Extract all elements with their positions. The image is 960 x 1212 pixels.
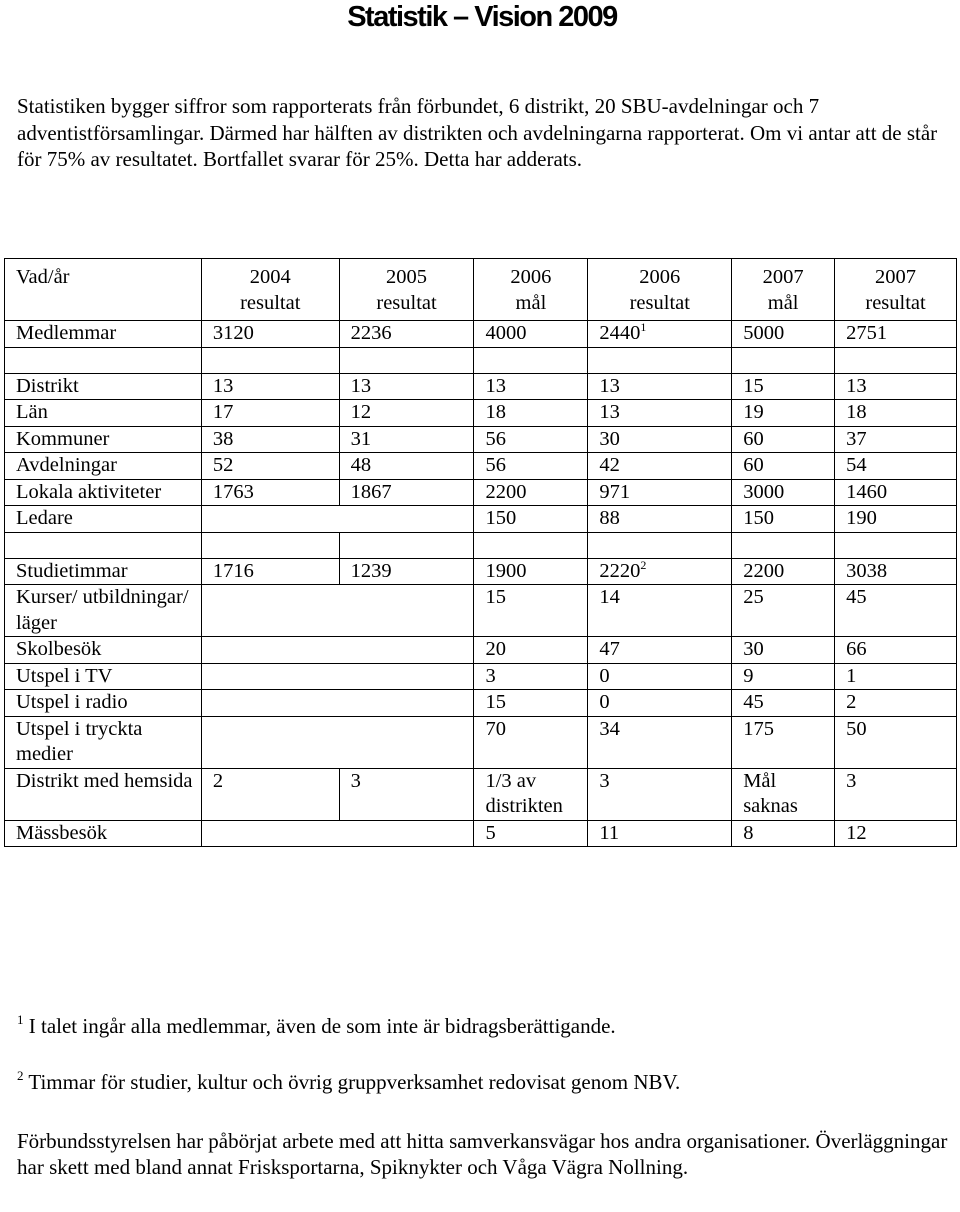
cell-value: 8 (743, 821, 754, 844)
spacer-cell (201, 532, 339, 558)
spacer-cell (835, 532, 957, 558)
cell-value: 12 (846, 821, 867, 844)
table-cell (474, 426, 588, 453)
table-cell (732, 585, 835, 637)
page-title: Statistik – Vision 2009 (347, 1, 617, 33)
cell-value: 50 (846, 717, 867, 740)
cell-value: 31 (350, 427, 372, 450)
cell-value: 1716 (212, 559, 254, 582)
cell-value: 37 (846, 427, 867, 450)
cell-value: 1 (846, 664, 857, 687)
cell-value: 54 (846, 454, 867, 476)
cell-value: 11 (599, 821, 620, 844)
row-label: Medlemmar (5, 321, 202, 348)
cell-value: 15 (743, 374, 764, 397)
cell-value: 56 (485, 427, 506, 450)
cell-value: 30 (599, 427, 620, 450)
empty-cell (201, 506, 474, 533)
spacer-cell (588, 532, 732, 558)
column-year: 2004 (249, 266, 291, 288)
spacer-cell (474, 347, 588, 373)
column-year: 2006 (510, 266, 552, 288)
table-cell (339, 426, 474, 453)
column-header (474, 259, 588, 321)
table-cell (835, 400, 957, 427)
cell-value: 66 (846, 638, 867, 660)
empty-cell (201, 663, 474, 690)
cell-value: 1460 (846, 480, 888, 503)
table-cell (732, 373, 835, 400)
cell-value: 70 (485, 717, 506, 740)
table-cell (474, 479, 588, 506)
table-cell (835, 453, 957, 480)
table-cell (732, 690, 835, 717)
cell-value: 2200 (485, 480, 527, 503)
cell-value: 2 (846, 691, 857, 713)
cell-value: 13 (599, 401, 620, 423)
table-cell (201, 558, 339, 585)
table-cell (339, 400, 474, 427)
table-cell (339, 768, 474, 820)
table-cell (835, 768, 957, 820)
table-cell (474, 506, 588, 533)
table-cell (732, 479, 835, 506)
row-label: Lokala aktiviteter (5, 479, 202, 506)
table-cell (732, 558, 835, 585)
spacer-cell (732, 347, 835, 373)
cell-value: 2200 (743, 559, 785, 582)
table-cell (588, 400, 732, 427)
cell-value: 88 (599, 507, 620, 529)
cell-value: 18 (485, 401, 506, 423)
cell-value: 3 (485, 664, 496, 687)
footnote-ref: 1 (640, 320, 647, 334)
table-cell (474, 716, 588, 768)
footnote-mark: 2 (17, 1068, 24, 1083)
spacer-cell (339, 347, 474, 373)
table-cell (339, 558, 474, 585)
column-subtitle: resultat (376, 291, 437, 314)
cell-value: 2236 (350, 322, 392, 344)
table-row (5, 426, 957, 453)
table-cell (588, 558, 732, 585)
table-row (5, 637, 957, 664)
table-cell (732, 637, 835, 664)
table-row (5, 768, 957, 820)
table-cell (732, 820, 835, 847)
cell-value: 1/3 av distrikten (485, 769, 563, 817)
table-row (5, 663, 957, 690)
cell-value: 34 (599, 717, 620, 740)
cell-value: 45 (743, 691, 764, 713)
cell-value: 14 (599, 586, 620, 608)
table-cell (732, 400, 835, 427)
column-year: 2005 (386, 266, 428, 288)
table-row (5, 506, 957, 533)
column-subtitle: mål (767, 291, 799, 314)
cell-value: 42 (599, 454, 620, 476)
table-cell (201, 479, 339, 506)
table-cell (835, 479, 957, 506)
table-row (5, 373, 957, 400)
row-label: Kommuner (5, 426, 202, 453)
row-label: Utspel i TV (5, 663, 202, 690)
row-label: Län (5, 400, 202, 427)
cell-value: 1239 (350, 559, 392, 582)
cell-value: 3 (350, 769, 361, 792)
row-label: Utspel i radio (5, 690, 202, 717)
cell-value: 5000 (743, 322, 785, 344)
cell-value: 3 (846, 769, 857, 792)
table-row (5, 716, 957, 768)
spacer-cell (339, 532, 474, 558)
header-corner: Vad/år (5, 259, 202, 321)
column-year: 2007 (875, 266, 917, 288)
cell-value: 150 (743, 507, 774, 529)
cell-value: 60 (743, 454, 764, 476)
cell-value: 5 (485, 821, 496, 844)
cell-value: 13 (846, 374, 867, 397)
row-label: Studietimmar (5, 558, 202, 585)
table-cell (201, 400, 339, 427)
cell-value: 30 (743, 638, 764, 660)
cell-value: 3120 (212, 322, 254, 344)
cell-value: 150 (485, 507, 517, 529)
table-cell (835, 321, 957, 348)
table-cell (474, 585, 588, 637)
table-cell (474, 400, 588, 427)
empty-cell (201, 585, 474, 637)
spacer-cell (5, 347, 202, 373)
table-cell (835, 506, 957, 533)
cell-value: 20 (485, 638, 506, 660)
cell-value: 13 (485, 374, 506, 397)
row-label: Kurser/ utbildningar/ läger (5, 585, 202, 637)
row-label: Distrikt med hemsida (5, 768, 202, 820)
table-cell (732, 321, 835, 348)
cell-value: 47 (599, 638, 620, 660)
table-cell (588, 506, 732, 533)
cell-value: 4000 (485, 322, 527, 344)
table-cell (474, 637, 588, 664)
table-cell (588, 426, 732, 453)
empty-cell (201, 637, 474, 664)
table-cell (835, 585, 957, 637)
row-label: Utspel i tryckta medier (5, 716, 202, 768)
spacer-cell (474, 532, 588, 558)
column-header (201, 259, 339, 321)
column-header (588, 259, 732, 321)
table-cell (732, 426, 835, 453)
table-cell (588, 716, 732, 768)
column-subtitle: resultat (240, 291, 301, 314)
table-cell (201, 768, 339, 820)
cell-value: 18 (846, 401, 867, 423)
table-row (5, 400, 957, 427)
row-label: Skolbesök (5, 637, 202, 664)
row-label: Distrikt (5, 373, 202, 400)
table-cell (474, 690, 588, 717)
table-cell (835, 373, 957, 400)
table-cell (474, 321, 588, 348)
table-row (5, 453, 957, 480)
cell-value: 1867 (350, 480, 392, 503)
cell-value: 56 (485, 454, 506, 476)
cell-value: 971 (599, 480, 631, 503)
table-cell (588, 637, 732, 664)
table-cell (474, 453, 588, 480)
table-row (5, 558, 957, 585)
table-cell (201, 321, 339, 348)
cell-value: 60 (743, 427, 764, 450)
cell-value: 19 (743, 401, 764, 423)
table-cell (588, 479, 732, 506)
table-cell (588, 585, 732, 637)
empty-cell (201, 820, 474, 847)
table-row (5, 479, 957, 506)
table-cell (339, 321, 474, 348)
table-cell (588, 690, 732, 717)
table-cell (339, 373, 474, 400)
cell-value: 9 (743, 664, 754, 687)
table-cell (835, 716, 957, 768)
footnote-text: Timmar för studier, kultur och övrig gruppverksamhet redovisat genom NBV. (28, 1070, 681, 1094)
cell-value: 13 (350, 374, 372, 397)
table-cell (474, 663, 588, 690)
table-row (5, 690, 957, 717)
cell-value: 190 (846, 507, 877, 529)
column-header (835, 259, 957, 321)
table-cell (339, 479, 474, 506)
spacer-row (5, 532, 957, 558)
footnote-mark: 1 (17, 1012, 24, 1027)
cell-value: 38 (212, 427, 234, 450)
footnote-2 (17, 1069, 952, 1095)
cell-value: 17 (212, 401, 234, 423)
cell-value: 15 (485, 691, 506, 713)
table-cell (474, 820, 588, 847)
cell-value: 52 (212, 454, 234, 476)
table-cell (201, 426, 339, 453)
table-cell (835, 637, 957, 664)
table-cell (588, 373, 732, 400)
cell-value: 12 (350, 401, 372, 423)
table-cell (588, 453, 732, 480)
table-cell (835, 558, 957, 585)
table-cell (732, 716, 835, 768)
spacer-cell (201, 347, 339, 373)
empty-cell (201, 690, 474, 717)
cell-value: 3000 (743, 480, 785, 503)
cell-value: 3 (599, 769, 610, 792)
cell-value: 15 (485, 586, 506, 608)
table-cell (474, 373, 588, 400)
table-cell (339, 453, 474, 480)
column-year: 2007 (762, 266, 804, 288)
spacer-cell (5, 532, 202, 558)
table-cell (474, 768, 588, 820)
closing-paragraph: Förbundsstyrelsen har påbörjat arbete med att hitta samverkansvägar hos andra organisationer. Överläggningar har skett med bland annat Frisksportarna, Spiknykter och Våga Vägra Nollning. (17, 1129, 948, 1179)
column-header (339, 259, 474, 321)
intro-paragraph: Statistiken bygger siffror som rapporterats från förbundet, 6 distrikt, 20 SBU-avdelningar och 7 adventistförsamlingar. Därmed har hälften av distrikten och avdelningarna rapporterat. Om vi antar att de står för 75% av resultatet. Bortfallet svarar för 25%. Detta har adderats. (17, 94, 938, 171)
table-cell (835, 426, 957, 453)
cell-value: 1763 (212, 480, 254, 503)
cell-value: 2220 (599, 559, 641, 582)
column-year: 2006 (639, 266, 681, 288)
table-cell (201, 373, 339, 400)
table-cell (588, 768, 732, 820)
table-cell (835, 663, 957, 690)
cell-value: 2751 (846, 322, 888, 344)
footnote-ref: 2 (640, 557, 647, 572)
table-cell (732, 506, 835, 533)
table-header-row (5, 259, 957, 321)
cell-value: 13 (212, 374, 234, 397)
row-label: Ledare (5, 506, 202, 533)
cell-value: 0 (599, 691, 610, 713)
table-cell (588, 663, 732, 690)
footnote-text: I talet ingår alla medlemmar, även de som inte är bidragsberättigande. (28, 1014, 616, 1038)
cell-value: 13 (599, 374, 620, 397)
cell-value: 0 (599, 664, 610, 687)
cell-value: 25 (743, 586, 764, 608)
table-row (5, 585, 957, 637)
table-cell (588, 820, 732, 847)
row-label: Avdelningar (5, 453, 202, 480)
column-subtitle: mål (515, 291, 547, 314)
table-row (5, 321, 957, 348)
cell-value: Mål saknas (743, 769, 798, 817)
column-header (732, 259, 835, 321)
column-subtitle: resultat (629, 291, 690, 314)
spacer-row (5, 347, 957, 373)
table-cell (835, 690, 957, 717)
table-cell (474, 558, 588, 585)
column-subtitle: resultat (865, 291, 926, 314)
spacer-cell (835, 347, 957, 373)
row-label: Mässbesök (5, 820, 202, 847)
table-cell (588, 321, 732, 348)
spacer-cell (732, 532, 835, 558)
cell-value: 48 (350, 454, 372, 476)
footnote-1 (17, 1013, 952, 1039)
table-cell (732, 768, 835, 820)
cell-value: 45 (846, 586, 867, 608)
cell-value: 2440 (599, 322, 641, 344)
spacer-cell (588, 347, 732, 373)
table-cell (732, 663, 835, 690)
statistics-table (4, 258, 957, 847)
cell-value: 2 (212, 769, 224, 792)
cell-value: 3038 (846, 559, 888, 582)
empty-cell (201, 716, 474, 768)
table-cell (201, 453, 339, 480)
table-cell (835, 820, 957, 847)
table-row (5, 820, 957, 847)
cell-value: 1900 (485, 559, 527, 582)
table-cell (732, 453, 835, 480)
cell-value: 175 (743, 717, 774, 740)
